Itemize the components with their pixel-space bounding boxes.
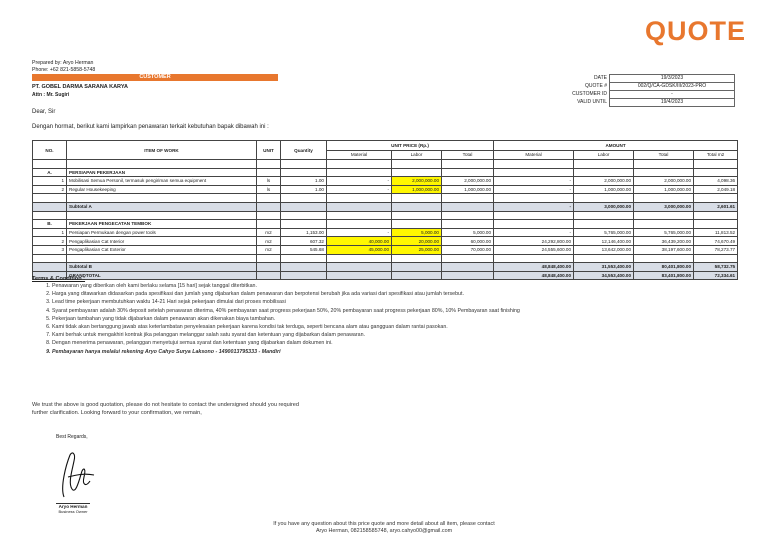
subtotal-label: Subtotal B	[67, 263, 257, 272]
table-row	[33, 177, 738, 186]
subtotal-label: Subtotal A	[67, 202, 257, 211]
section-row	[33, 168, 738, 177]
attention-line: Attn : Mr. Sugiri	[32, 92, 70, 98]
terms-title: Terms & Condition :	[32, 276, 86, 282]
row-am-material: -	[494, 177, 574, 186]
meta-row-valid-until	[545, 99, 735, 107]
grandtotal-material: 48,848,400.00	[494, 271, 574, 280]
row-up-total: 2,000,000.00	[442, 177, 494, 186]
row-unit: m2	[257, 237, 281, 246]
row-am-material: -	[494, 185, 574, 194]
term-item: 3. Lead time pekerjaan membutuhkan waktu 14-21 Hari sejak pekerjaan dimulai dari proses mobilisasi	[52, 298, 520, 306]
grandtotal-total: 83,401,800.00	[634, 271, 694, 280]
customer-name: PT. GOBEL DARMA SARANA KARYA	[32, 84, 128, 90]
meta-value: -	[610, 91, 735, 99]
row-am-total: 5,765,000.00	[634, 228, 694, 237]
section-row	[33, 220, 738, 229]
subtotal-total: 3,000,000.00	[634, 202, 694, 211]
term-item: 4. Syarat pembayaran adalah 30% deposit setelah penawaran diterima, 40% pembayaran saat progress pekerjaan 50%, 20% pembayaran saat progress pekerjaan 80%, 10% Pembayaran saat finishing	[52, 307, 520, 315]
quote-table	[32, 140, 738, 280]
quote-title: QUOTE	[644, 16, 746, 46]
terms-section	[32, 276, 520, 356]
row-no: 2	[33, 185, 67, 194]
subtotal-m2: 2,601.61	[694, 202, 738, 211]
header-unit-price: UNIT PRICE (Rp.)	[327, 141, 494, 151]
signer-role: Business Owner	[58, 509, 88, 514]
row-am-labor: 12,146,400.00	[574, 237, 634, 246]
row-item: Pengaplikasian Cat Exterior	[67, 245, 257, 254]
row-unit: m2	[257, 245, 281, 254]
row-up-total: 1,000,000.00	[442, 185, 494, 194]
meta-key: VALID UNTIL	[577, 99, 607, 105]
terms-list	[32, 282, 520, 356]
row-unit: ls	[257, 185, 281, 194]
term-item: 5. Pekerjaan tambahan yang tidak dijabarkan dalam penawaran akan dikenakan biaya tambahan.	[52, 315, 520, 323]
prepared-by: Prepared by: Aryo Herman	[32, 60, 94, 66]
closing-line: We trust the above is good quotation, please do not hesitate to contact the undersigned should you required	[32, 402, 300, 408]
meta-row-date	[545, 75, 735, 83]
row-am-m2: 74,670.49	[694, 237, 738, 246]
row-item: Pengaplikasian Cat Interior	[67, 237, 257, 246]
section-title: PEKERJAAN PENGECATAN TEMBOK	[67, 220, 257, 229]
row-unit: m2	[257, 228, 281, 237]
phone: Phone: +62 821-5858-5748	[32, 67, 96, 73]
quote-meta	[545, 74, 735, 107]
signature-image	[54, 447, 98, 508]
spacer-row	[33, 211, 738, 220]
row-am-material: 24,555,600.00	[494, 245, 574, 254]
header-total-m2: Total m2	[694, 150, 738, 160]
header-no: NO.	[33, 141, 67, 160]
row-up-material: -	[327, 177, 392, 186]
row-no: 1	[33, 228, 67, 237]
row-unit: ls	[257, 177, 281, 186]
section-no: B.	[33, 220, 67, 229]
row-no: 1	[33, 177, 67, 186]
row-up-labor: 20,000.00	[392, 237, 442, 246]
section-no: A.	[33, 168, 67, 177]
subtotal-material: 48,848,400.00	[494, 263, 574, 272]
row-no: 3	[33, 245, 67, 254]
row-up-labor: 2,000,000.00	[392, 177, 442, 186]
intro-text: Dengan hormat, berikut kami lampirkan penawaran terkait kebutuhan bapak dibawah ini :	[32, 124, 269, 130]
meta-row-customer-id	[545, 91, 735, 99]
meta-value: 19/3/2023	[610, 75, 735, 83]
row-am-material: 24,292,800.00	[494, 237, 574, 246]
subtotal-row	[33, 263, 738, 272]
grandtotal-m2: 72,334.61	[694, 271, 738, 280]
row-am-m2: 11,813.52	[694, 228, 738, 237]
row-am-m2: 78,273.77	[694, 245, 738, 254]
row-qty: 607.32	[281, 237, 327, 246]
salutation: Dear, Sir	[32, 109, 56, 115]
header-unit: UNIT	[257, 141, 281, 160]
row-qty: 1,153.00	[281, 228, 327, 237]
row-am-m2: 4,098.36	[694, 177, 738, 186]
subtotal-labor: 3,000,000.00	[574, 202, 634, 211]
row-am-total: 36,439,200.00	[634, 237, 694, 246]
row-am-total: 1,000,000.00	[634, 185, 694, 194]
table-row	[33, 228, 738, 237]
row-up-material: -	[327, 185, 392, 194]
meta-key: CUSTOMER ID	[572, 91, 607, 97]
regards: Best Regards,	[56, 434, 88, 440]
row-am-total: 2,000,000.00	[634, 177, 694, 186]
table-row	[33, 237, 738, 246]
row-am-labor: 13,642,000.00	[574, 245, 634, 254]
meta-key: DATE	[594, 75, 607, 81]
header-labor: Labor	[574, 150, 634, 160]
meta-value: 19/4/2023	[610, 99, 735, 107]
row-up-labor: 25,000.00	[392, 245, 442, 254]
table-row	[33, 185, 738, 194]
term-item: 8. Dengan menerima penawaran, pelanggan menyetujui semua syarat dan ketentuan yang dijabarkan dalam dokumen ini.	[52, 339, 520, 347]
closing-line: further clarification. Looking forward to your confirmation, we remain,	[32, 409, 202, 416]
spacer-row	[33, 194, 738, 203]
row-up-material: 40,000.00	[327, 237, 392, 246]
header-amount: AMOUNT	[494, 141, 738, 151]
row-qty: 1.00	[281, 185, 327, 194]
row-am-labor: 1,000,000.00	[574, 185, 634, 194]
row-up-total: 5,000.00	[442, 228, 494, 237]
header-material: Material	[494, 150, 574, 160]
row-qty: 545.68	[281, 245, 327, 254]
term-item: 6. Kami tidak akan bertanggung jawab atas keterlambatan penyelesaian pekerjaan karena kondisi tak terduga, seperti bencana alam atau gangguan dalam rantai pasokan.	[52, 323, 520, 331]
row-no: 2	[33, 237, 67, 246]
footer-line: If you have any question about this price quote and more detail about all item, please contact	[273, 521, 495, 527]
subtotal-m2: 58,732.75	[694, 263, 738, 272]
row-am-labor: 5,765,000.00	[574, 228, 634, 237]
row-item: Mobilisasi Semua Personil, termasuk pengiriman semua equipment	[67, 177, 257, 186]
subtotal-material: -	[494, 202, 574, 211]
header-qty: Quantity	[281, 141, 327, 160]
subtotal-labor: 31,553,400.00	[574, 263, 634, 272]
row-am-m2: 2,049.18	[694, 185, 738, 194]
footer-contact: Aryo Herman, 082158585748, aryo.cahyo00@gmail.com	[315, 528, 453, 534]
row-item: Persiapan Permukaan dengan power tools	[67, 228, 257, 237]
header-total: Total	[634, 150, 694, 160]
spacer-row	[33, 254, 738, 263]
term-item: 7. Kami berhak untuk mengakhiri kontrak jika pelanggan melanggar salah satu syarat dan ketentuan yang dijabarkan dalam penawaran.	[52, 331, 520, 339]
customer-bar: CUSTOMER	[32, 74, 278, 81]
signer-name: Aryo Herman	[56, 503, 90, 509]
header-material: Material	[327, 150, 392, 160]
row-up-material: 45,000.00	[327, 245, 392, 254]
row-up-total: 60,000.00	[442, 237, 494, 246]
meta-key: QUOTE #	[585, 83, 607, 89]
header-labor: Labor	[392, 150, 442, 160]
term-item: 2. Harga yang ditawarkan didasarkan pada spesifikasi dan jumlah yang dijabarkan dalam penawaran dan berpotensi berubah jika ada variasi dari spesifikasi atau jumlah tersebut.	[52, 290, 520, 298]
table-row	[33, 245, 738, 254]
row-up-labor: 5,000.00	[392, 228, 442, 237]
term-item: 1. Penawaran yang diberikan oleh kami berlaku selama [15 hari] sejak tanggal diterbitkan.	[52, 282, 520, 290]
footer	[0, 521, 768, 535]
header-total: Total	[442, 150, 494, 160]
subtotal-total: 80,401,800.00	[634, 263, 694, 272]
grandtotal-label: GRANDTOTAL	[67, 271, 257, 280]
meta-value: 002/Q/CA-GDSK/III/2023-PRO	[610, 83, 735, 91]
section-title: PERSIAPAN PEKERJAAN	[67, 168, 257, 177]
row-qty: 1.00	[281, 177, 327, 186]
spacer-row	[33, 160, 738, 169]
row-am-material: -	[494, 228, 574, 237]
row-am-total: 38,197,600.00	[634, 245, 694, 254]
row-up-total: 70,000.00	[442, 245, 494, 254]
row-am-labor: 2,000,000.00	[574, 177, 634, 186]
term-item: 9. Pembayaran hanya melalui rekening Aryo Cahyo Surya Laksono - 1490013795333 - Mandiri	[52, 348, 520, 356]
subtotal-row	[33, 202, 738, 211]
row-item: Regular Housekeeping	[67, 185, 257, 194]
grandtotal-labor: 34,553,400.00	[574, 271, 634, 280]
row-up-material: -	[327, 228, 392, 237]
header-item: ITEM OF WORK	[67, 141, 257, 160]
row-up-labor: 1,000,000.00	[392, 185, 442, 194]
closing-text	[32, 402, 299, 417]
meta-row-quote	[545, 83, 735, 91]
